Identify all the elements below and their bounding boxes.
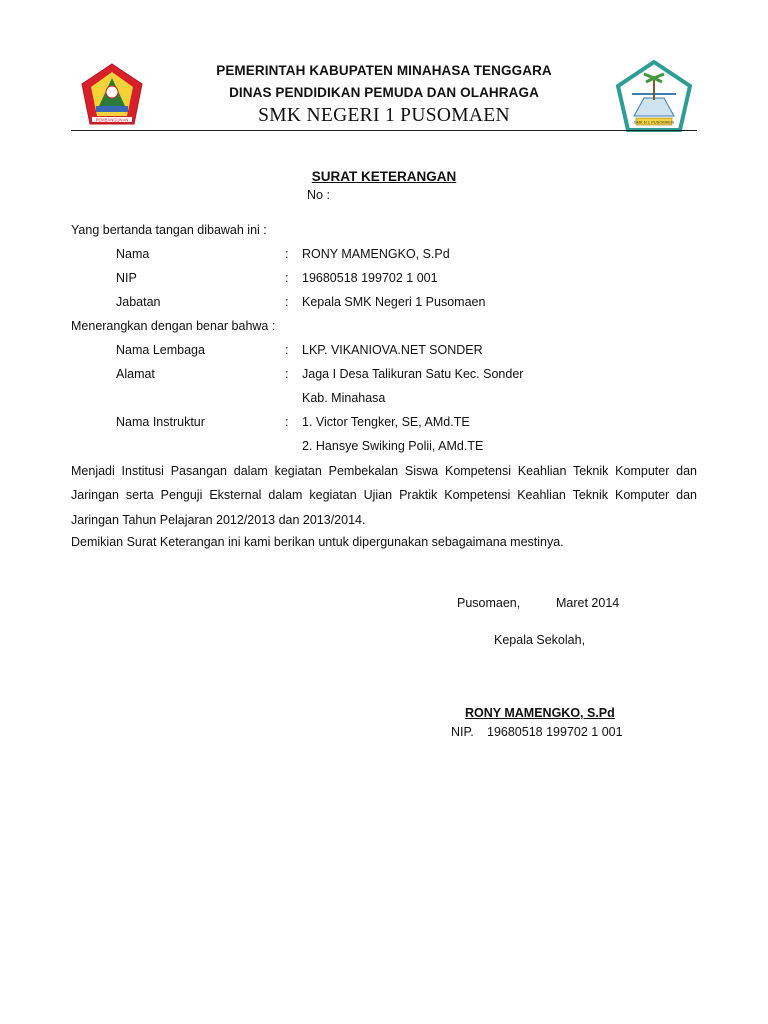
instructor-2: 2. Hansye Swiking Polii, AMd.TE: [302, 439, 484, 453]
document-title: SURAT KETERANGAN: [311, 169, 457, 184]
colon: :: [285, 295, 289, 309]
regency-logo: [80, 62, 144, 126]
colon: :: [285, 367, 289, 381]
government-header: PEMERINTAH KABUPATEN MINAHASA TENGGARA: [216, 63, 552, 78]
signer-nip-label: NIP: [116, 271, 137, 285]
colon: :: [285, 247, 289, 261]
closing-text: Demikian Surat Keterangan ini kami berikan untuk dipergunakan sebagaimana mestinya.: [71, 535, 564, 549]
school-logo: [616, 60, 692, 132]
department-header: DINAS PENDIDIKAN PEMUDA DAN OLAHRAGA: [229, 85, 539, 100]
colon: :: [285, 415, 289, 429]
school-name: SMK NEGERI 1 PUSOMAEN: [258, 105, 510, 126]
intro-text: Yang bertanda tangan dibawah ini :: [71, 223, 267, 237]
signer-position-value: Kepala SMK Negeri 1 Pusomaen: [302, 295, 486, 309]
colon: :: [285, 343, 289, 357]
signer-nip-value: 19680518 199702 1 001: [302, 271, 438, 285]
signature-date: Maret 2014: [556, 596, 620, 610]
document-number: No :: [307, 188, 330, 202]
signer-name-value: RONY MAMENGKO, S.Pd: [302, 247, 450, 261]
signature-place: Pusomaen,: [457, 596, 521, 610]
institution-name-label: Nama Lembaga: [116, 343, 205, 357]
institution-address-line1: Jaga I Desa Talikuran Satu Kec. Sonder: [302, 367, 524, 381]
instructor-label: Nama Instruktur: [116, 415, 205, 429]
svg-text:SMK N 1 PUSOMAEN: SMK N 1 PUSOMAEN: [633, 119, 675, 125]
signature-role: Kepala Sekolah,: [494, 633, 586, 647]
statement-text: Menerangkan dengan benar bahwa :: [71, 319, 276, 333]
signature-nip-value: 19680518 199702 1 001: [487, 725, 623, 739]
header-divider: [71, 130, 697, 131]
institution-name-value: LKP. VIKANIOVA.NET SONDER: [302, 343, 483, 357]
signer-name-label: Nama: [116, 247, 150, 261]
institution-address-label: Alamat: [116, 367, 155, 381]
signature-name: RONY MAMENGKO, S.Pd: [465, 706, 615, 720]
body-paragraph: Menjadi Institusi Pasangan dalam kegiatan Pembekalan Siswa Kompetensi Keahlian Teknik Komputer dan Jaringan serta Penguji Eksternal dalam kegiatan Ujian Praktik Kompetensi Keahlian Teknik Komputer dan Jaringan Tahun Pelajaran 2012/2013 dan 2013/2014.: [71, 464, 697, 527]
school-emblem-icon: [616, 60, 692, 132]
svg-text:PEMBANGUNAN: PEMBANGUNAN: [95, 117, 129, 123]
colon: :: [285, 271, 289, 285]
instructor-1: 1. Victor Tengker, SE, AMd.TE: [302, 415, 470, 429]
signer-position-label: Jabatan: [116, 295, 161, 309]
signature-nip-label: NIP.: [451, 725, 474, 739]
regency-emblem-icon: [80, 62, 144, 126]
institution-address-line2: Kab. Minahasa: [302, 391, 386, 405]
